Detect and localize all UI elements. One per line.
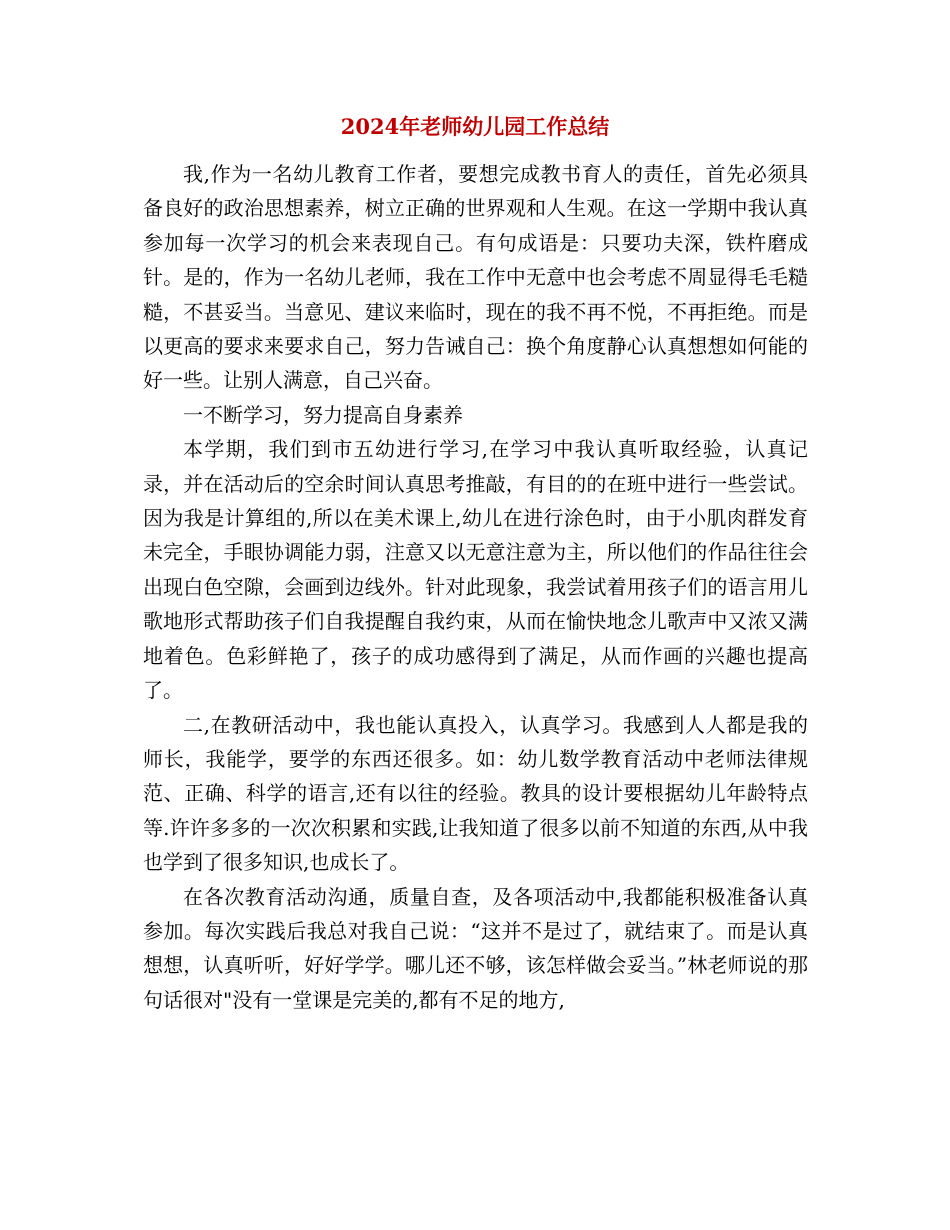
section-heading-1: 一不断学习，努力提高自身素养 <box>183 402 463 427</box>
paragraph-intro: 我,作为一名幼儿教育工作者，要想完成教书育人的责任，首先必须具备良好的政治思想素养，树立正确的世界观和人生观。在这一学期中我认真参加每一次学习的机会来表现自己。有句成语是：只要功夫深，铁杵磨成针。是的，作为一名幼儿老师，我在工作中无意中也会考虑不周显得毛毛糙糙，不甚妥当。当意见、建议来临时，现在的我不再不悦，不再拒绝。而是以更高的要求来要求自己，努力告诫自己：换个角度静心认真想想如何能的好一些。让别人满意，自己兴奋。 <box>143 162 808 393</box>
paragraph-study: 本学期，我们到市五幼进行学习,在学习中我认真听取经验，认真记录，并在活动后的空余时间认真思考推敲，有目的的在班中进行一些尝试。因为我是计算组的,所以在美术课上,幼儿在进行涂色时，由于小肌肉群发育未完全，手眼协调能力弱，注意又以无意注意为主，所以他们的作品往往会出现白色空隙，会画到边线外。针对此现象，我尝试着用孩子们的语言用儿歌地形式帮助孩子们自我提醒自我约束，从而在愉快地念儿歌声中又浓又满地着色。色彩鲜艳了，孩子的成功感得到了满足，从而作画的兴趣也提高了。 <box>143 437 808 703</box>
document-body <box>143 157 808 1017</box>
paragraph-research: 二,在教研活动中，我也能认真投入，认真学习。我感到人人都是我的师长，我能学，要学的东西还很多。如：幼儿数学教育活动中老师法律规范、正确、科学的语言,还有以往的经验。教具的设计要根据幼儿年龄特点等.许许多多的一次次积累和实践,让我知道了很多以前不知道的东西,从中我也学到了很多知识,也成长了。 <box>143 712 808 875</box>
document-title: 2024年老师幼儿园工作总结 <box>340 114 610 139</box>
paragraph-activities: 在各次教育活动沟通，质量自查，及各项活动中,我都能积极准备认真参加。每次实践后我总对我自己说：“这并不是过了，就结束了。而是认真想想，认真听听，好好学学。哪儿还不够，该怎样做会妥当。”林老师说的那句话很对"没有一堂课是完美的,都有不足的地方, <box>143 884 808 1012</box>
